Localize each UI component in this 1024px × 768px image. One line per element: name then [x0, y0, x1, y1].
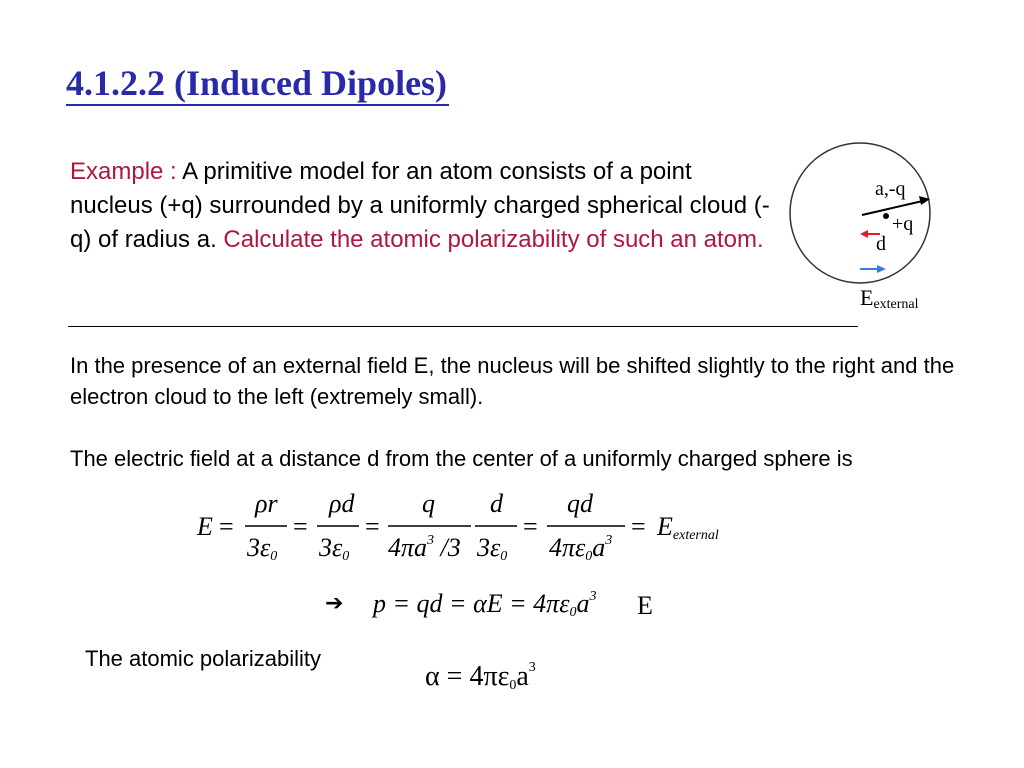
example-label: Example : — [70, 158, 183, 185]
svg-text:Eexternal: Eexternal — [657, 512, 719, 543]
field-equation — [195, 490, 755, 565]
svg-text:3ε0: 3ε0 — [247, 533, 278, 564]
field-paragraph: The electric field at a distance d from the center of a uniformly charged sphere is — [70, 446, 853, 471]
svg-text:3ε0: 3ε0 — [319, 533, 350, 564]
dipole-equation — [325, 580, 665, 630]
svg-text:➔: ➔ — [325, 591, 344, 616]
svg-text:ρr: ρr — [255, 490, 278, 518]
atom-diagram — [780, 135, 950, 320]
svg-text:=: = — [365, 512, 380, 541]
nucleus-dot — [883, 213, 889, 219]
example-text — [70, 155, 770, 257]
explanation-paragraph: In the presence of an external field E, the nucleus will be shifted slightly to the right and the electron cloud to the left (extremely small). — [70, 353, 955, 409]
svg-text:=: = — [219, 512, 234, 541]
divider — [68, 326, 858, 327]
svg-text:E: E — [197, 512, 213, 541]
svg-text:=: = — [631, 512, 646, 541]
page-title: 4.1.2.2 (Induced Dipoles) — [66, 62, 449, 106]
svg-text:p = qd = αE = 4πε0a3: p = qd = $\alpha E = 4\pi\varepsilon 0a^3$ — [373, 589, 597, 620]
shift-label: d — [876, 233, 886, 255]
svg-text:q: q — [422, 490, 435, 518]
polarizability-label: The atomic polarizability — [85, 646, 321, 671]
svg-text:=: = — [523, 512, 538, 541]
svg-text:4πa3 /3: $4\pi a^3$ /3 — [388, 533, 461, 562]
svg-text:d: d — [490, 490, 503, 518]
svg-text:ρd: ρd — [329, 490, 355, 518]
polarizability-result — [425, 655, 575, 695]
svg-text:qd: qd — [567, 490, 593, 518]
svg-text:=: = — [293, 512, 308, 541]
svg-text:4πε0a3: $4\pi\varepsilon 0a^3$ — [549, 533, 613, 564]
svg-text:E: E — [637, 591, 653, 620]
example-question: Calculate the atomic polarizability of such an atom. — [223, 226, 764, 253]
svg-text:3ε0: 3ε0 — [477, 533, 508, 564]
nucleus-label: +q — [892, 213, 914, 235]
shift-arrowhead — [860, 230, 868, 238]
field-arrowhead — [877, 265, 886, 273]
svg-text:α = 4πε0a3: $\alpha = 4\pi\varepsilon 0a^3$ — [425, 660, 536, 693]
example-body: A primitive model for an atom consists of a point nucleus (+q) surrounded by a uniformly charged spherical cloud (-q) of radius a. — [70, 158, 770, 253]
cloud-label: a,-q — [875, 178, 906, 200]
field-label: Eexternal — [860, 285, 919, 312]
